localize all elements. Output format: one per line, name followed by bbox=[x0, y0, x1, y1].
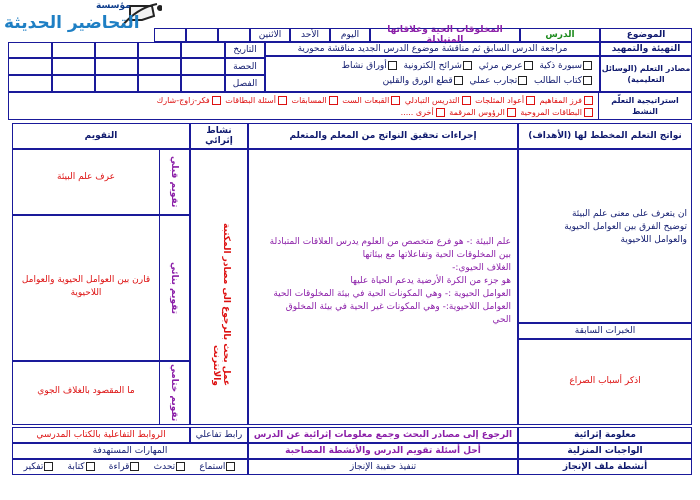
intro-label: التهيئة والتمهيد bbox=[600, 42, 692, 56]
strategy-item: فكر-زاوج-شارك bbox=[156, 96, 210, 105]
intro-text: مراجعة الدرس السابق ثم مناقشة موضوع الدرس الجديد مناقشة محورية bbox=[265, 42, 600, 56]
prior-cell bbox=[518, 339, 692, 425]
enrichment-label: معلومة إثرائية bbox=[518, 427, 692, 443]
strategy-item: القبعات الست bbox=[342, 96, 390, 105]
prior-text: اذكر أسباب الصراع bbox=[569, 376, 641, 386]
outcome-line: توضيح الفرق بين العوامل الحيوية bbox=[564, 222, 687, 232]
evaluation-pre-text: عرف علم البيئة bbox=[57, 172, 115, 182]
strategy-item: التدريس التبادلي bbox=[404, 96, 460, 105]
footer-block bbox=[12, 427, 692, 475]
strategy-line1 bbox=[11, 95, 595, 107]
skills-row bbox=[12, 459, 248, 475]
source-item: كتاب الطالب bbox=[533, 76, 582, 86]
procedure-line: العوامل الحيوية :- وهي المكونات الحية في بيئة المخلوقات الحية bbox=[273, 289, 511, 299]
skill-item[interactable]: كتابة bbox=[68, 462, 96, 472]
col-procedures: إجراءات تحقيق النواتج من المعلم والمتعلم bbox=[248, 123, 518, 149]
evaluation-formative bbox=[12, 215, 190, 361]
lesson-label: الدرس bbox=[520, 28, 600, 42]
evaluation-pre-stage: تقويم قبلي bbox=[169, 156, 179, 208]
source-item: تجارب عملي bbox=[469, 76, 518, 86]
sources-line1 bbox=[272, 59, 593, 74]
evaluation-summative bbox=[12, 361, 190, 425]
logo-line2: التحاضير الحديثة bbox=[4, 13, 140, 33]
strategy-item: أخرى ..... bbox=[400, 108, 434, 117]
source-item: سبورة ذكية bbox=[539, 61, 582, 71]
homework-label: الواجبات المنزلية bbox=[518, 443, 692, 459]
source-item: عرض مرئي bbox=[478, 61, 523, 71]
procedures-text bbox=[253, 236, 511, 327]
homework-text: أحل أسئلة تقويم الدرس والأنشطة المصاحبة bbox=[248, 443, 518, 459]
strategy-line2 bbox=[11, 107, 595, 119]
sources-line2 bbox=[272, 74, 593, 89]
procedure-line: الحي bbox=[492, 315, 511, 325]
evaluation-formative-stage: تقويم بنائي bbox=[169, 262, 179, 314]
outcome-line: ان يتعرف على معنى علم البيئة bbox=[571, 209, 687, 219]
strategy-item: المسابقات bbox=[291, 96, 327, 105]
strategy-item: فرز المفاهيم bbox=[539, 96, 582, 105]
col-evaluation: التقويم bbox=[12, 123, 190, 149]
logo-line1: مؤسسة bbox=[96, 1, 131, 11]
procedure-line: الغلاف الحيوي:- bbox=[452, 263, 511, 273]
portfolio-label: أنشطة ملف الإنجاز bbox=[518, 459, 692, 475]
procedure-line: العوامل اللاحيوية:- وهي المكونات غير الحية في بيئة المخلوق bbox=[285, 302, 511, 312]
strategy-block bbox=[8, 92, 692, 120]
day-label: اليوم bbox=[330, 28, 370, 42]
sources-box bbox=[265, 56, 600, 92]
outcomes-text bbox=[521, 208, 687, 247]
col-activity: نشاط إثرائي bbox=[190, 123, 248, 149]
skill-item[interactable]: استماع bbox=[199, 462, 236, 472]
day-name: الاثنين bbox=[250, 28, 290, 42]
strategy-item: البطاقات المروحية bbox=[520, 108, 582, 117]
evaluation-formative-text: قارن بين العوامل الحيوية والعوامل اللاحيوية bbox=[21, 275, 151, 298]
portfolio-text: تنفيذ حقيبة الإنجاز bbox=[248, 459, 518, 475]
evaluation-pre bbox=[12, 149, 190, 215]
enrichment-text: الرجوع إلى مصادر البحث وجمع معلومات إثرائية عن الدرس bbox=[248, 427, 518, 443]
procedure-line: هو جزء من الكرة الأرضية يدعم الحياة عليها bbox=[350, 276, 511, 286]
skill-item[interactable]: تحدث bbox=[154, 462, 187, 472]
skills-label: المهارات المستهدفة bbox=[12, 443, 248, 459]
skill-item[interactable]: تفكير bbox=[24, 462, 55, 472]
sources-label: مصادر التعلم (الوسائل التعليمية) bbox=[600, 56, 692, 92]
strategy-label: استراتيجية التعلّم النشط bbox=[598, 93, 691, 119]
day-name: الأحد bbox=[290, 28, 330, 42]
activity-text: عمل بحث بالرجوع الى مصادر المكتبة والانترنت bbox=[211, 222, 231, 386]
outcome-line: والعوامل اللاحيوية bbox=[620, 235, 687, 245]
procedure-line: علم البيئة :- هو فرع متخصص من العلوم يدرس العلاقات المتبادلة bbox=[269, 237, 511, 247]
topic-label: الموضوع bbox=[600, 28, 692, 42]
strategy-item: الرؤوس المرقمة bbox=[449, 108, 505, 117]
procedure-line: بين المخلوقات الحية وتفاعلاتها مع بيئاتها bbox=[362, 250, 511, 260]
date-label: التاريخ bbox=[225, 42, 265, 58]
link-text[interactable]: الروابط التفاعلية بالكتاب المدرسي bbox=[12, 427, 190, 443]
evaluation-block bbox=[12, 149, 190, 425]
lesson-title: المخلوقات الحية وعلاقاتها المتبادلة bbox=[370, 28, 520, 42]
procedures-cell bbox=[248, 149, 518, 425]
strategy-item: أسئلة البطاقات bbox=[225, 96, 276, 105]
source-item: أوراق نشاط bbox=[341, 61, 387, 71]
evaluation-summative-text: ما المقصود بالغلاف الجوي bbox=[37, 386, 135, 396]
outcomes-cell bbox=[518, 149, 692, 323]
activity-cell bbox=[190, 149, 248, 425]
link-label: رابط تفاعلي bbox=[190, 427, 248, 443]
skill-item[interactable]: قراءة bbox=[109, 462, 141, 472]
source-item: قطع الورق والقلين bbox=[382, 76, 453, 86]
period-label: الحصة bbox=[225, 58, 265, 75]
source-item: شرائح إلكترونية bbox=[403, 61, 462, 71]
class-label: الفصل bbox=[225, 75, 265, 92]
prior-label: الخبرات السابقة bbox=[518, 323, 692, 339]
col-outcomes: نواتج التعلم المخطط لها (الأهداف) bbox=[518, 123, 692, 149]
strategy-item: أعواد المثلجات bbox=[475, 96, 525, 105]
evaluation-summative-stage: تقويم ختامي bbox=[169, 364, 179, 422]
header-block bbox=[8, 25, 692, 92]
date-grid bbox=[8, 42, 225, 92]
